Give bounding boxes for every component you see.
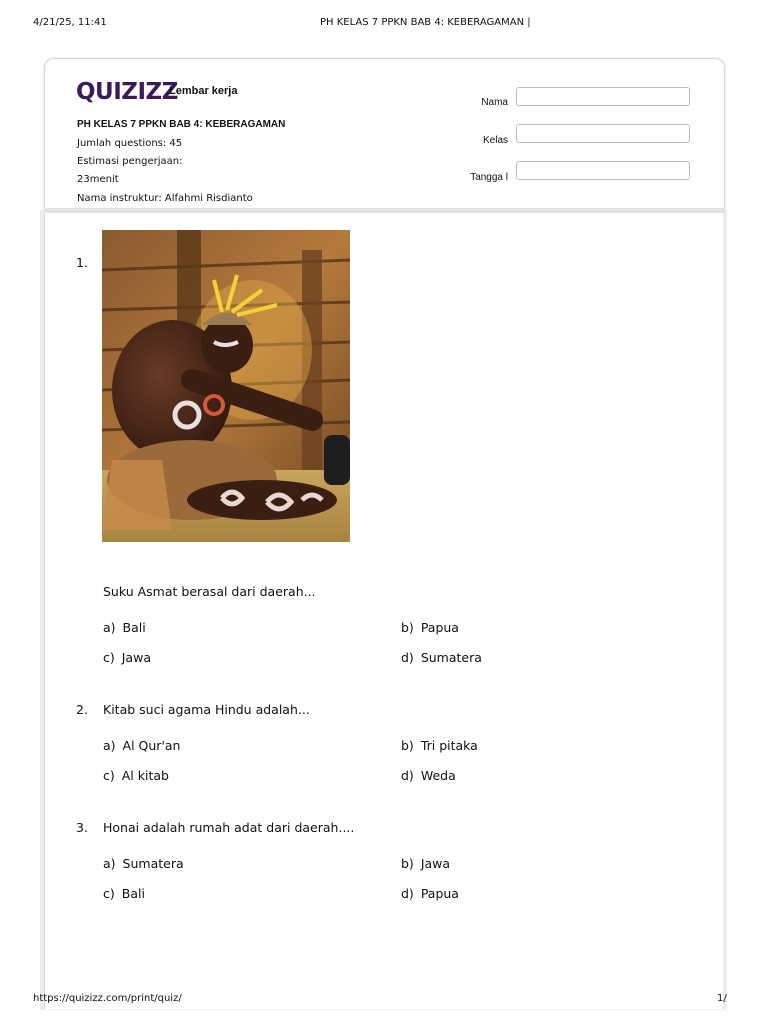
name-field[interactable] <box>516 87 690 106</box>
option-letter: b) <box>401 738 414 753</box>
question-number: 2. <box>76 702 88 717</box>
option-letter: a) <box>103 738 116 753</box>
frame-rail-left <box>40 210 44 1010</box>
date-field[interactable] <box>516 161 690 180</box>
option-a <box>103 738 180 753</box>
option-text: Papua <box>420 620 459 635</box>
question-number: 1. <box>76 255 88 270</box>
option-text: Sumatera <box>420 650 482 665</box>
estimate-label: Estimasi pengerjaan: <box>77 156 183 167</box>
date-label: Tangga l <box>470 172 508 183</box>
questions-count: Jumlah questions: 45 <box>77 138 183 149</box>
asmat-photo <box>102 230 350 542</box>
option-letter: b) <box>401 620 414 635</box>
option-letter: d) <box>401 886 414 901</box>
option-text: Bali <box>122 620 146 635</box>
print-url: https://quizizz.com/print/quiz/ <box>33 993 182 1004</box>
option-text: Weda <box>420 768 456 783</box>
option-b <box>401 738 478 753</box>
print-footer <box>0 993 768 1007</box>
option-c <box>103 650 151 665</box>
quizizz-logo: QUIZIZZ <box>76 79 178 105</box>
option-c <box>103 768 169 783</box>
instructor-name: Nama instruktur: Alfahmi Risdianto <box>77 193 253 204</box>
frame-rail-right <box>723 210 727 1010</box>
option-letter: a) <box>103 856 116 871</box>
class-label: Kelas <box>482 135 508 146</box>
option-text: Jawa <box>121 650 151 665</box>
option-letter: c) <box>103 650 115 665</box>
option-text: Tri pitaka <box>420 738 478 753</box>
print-title: PH KELAS 7 PPKN BAB 4: KEBERAGAMAN | <box>320 17 531 28</box>
option-text: Al kitab <box>121 768 169 783</box>
option-letter: c) <box>103 886 115 901</box>
option-c <box>103 886 145 901</box>
option-letter: a) <box>103 620 116 635</box>
question-text: Suku Asmat berasal dari daerah... <box>103 584 316 599</box>
option-letter: b) <box>401 856 414 871</box>
option-letter: d) <box>401 650 414 665</box>
option-a <box>103 856 184 871</box>
question-text: Honai adalah rumah adat dari daerah.... <box>103 820 355 835</box>
option-text: Al Qur'an <box>122 738 181 753</box>
print-datetime: 4/21/25, 11:41 <box>33 17 107 28</box>
option-d <box>401 650 482 665</box>
print-header <box>0 17 768 31</box>
estimate-value: 23menit <box>77 174 119 185</box>
name-label: Nama <box>481 97 508 108</box>
class-field[interactable] <box>516 124 690 143</box>
option-d <box>401 768 456 783</box>
option-b <box>401 620 459 635</box>
question-number: 3. <box>76 820 88 835</box>
page-number: 1/ <box>717 993 727 1004</box>
quiz-title: PH KELAS 7 PPKN BAB 4: KEBERAGAMAN <box>77 119 286 130</box>
option-d <box>401 886 459 901</box>
option-text: Papua <box>420 886 459 901</box>
option-text: Bali <box>121 886 145 901</box>
option-text: Sumatera <box>122 856 184 871</box>
sheet-label: Lembar kerja <box>169 85 238 97</box>
option-text: Jawa <box>420 856 451 871</box>
header-separator <box>44 208 725 213</box>
option-letter: d) <box>401 768 414 783</box>
option-a <box>103 620 146 635</box>
question-text: Kitab suci agama Hindu adalah... <box>103 702 310 717</box>
option-letter: c) <box>103 768 115 783</box>
option-b <box>401 856 450 871</box>
